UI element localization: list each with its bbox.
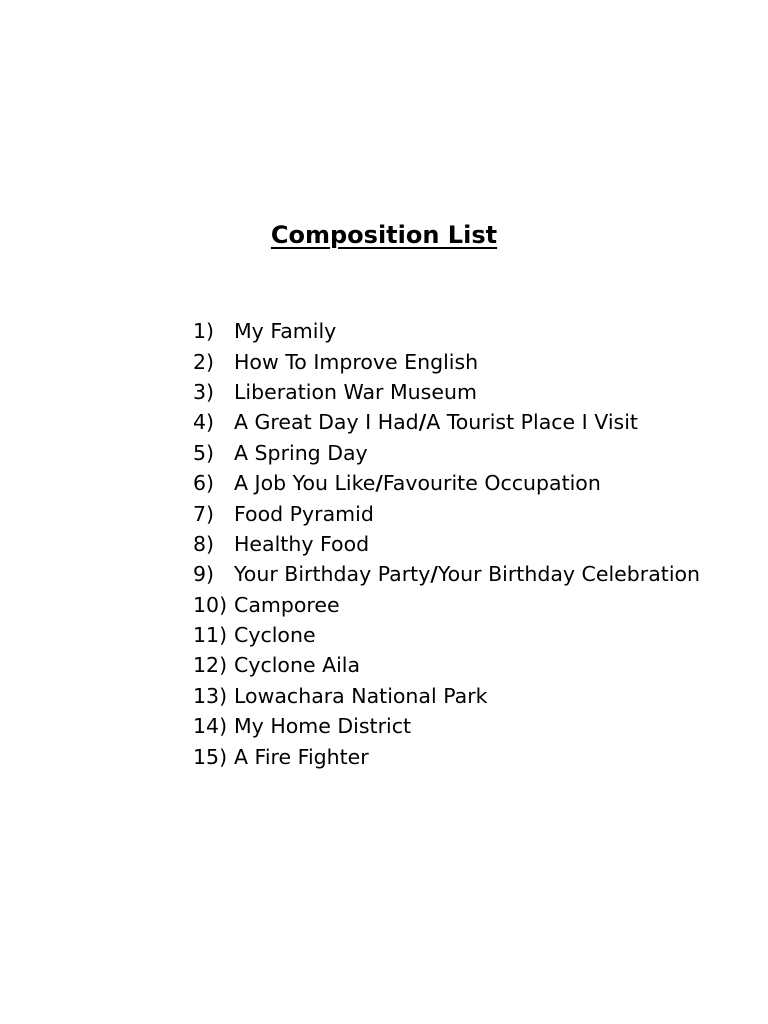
list-item-part: A Job You Like bbox=[234, 471, 376, 496]
list-item-part: My Home District bbox=[234, 714, 412, 739]
list-item-number: 1) bbox=[193, 319, 215, 344]
list-item-text bbox=[234, 590, 340, 620]
list-item bbox=[193, 559, 700, 589]
list-item bbox=[193, 711, 700, 741]
list-item-part: Food Pyramid bbox=[234, 501, 374, 526]
list-item-part: Healthy Food bbox=[234, 531, 370, 556]
list-item bbox=[193, 438, 700, 468]
list-item bbox=[193, 407, 700, 437]
list-item bbox=[193, 590, 700, 620]
list-item-text bbox=[234, 650, 360, 680]
list-item-part: Liberation War Museum bbox=[234, 379, 477, 404]
page-title: Composition List bbox=[270, 221, 498, 249]
list-item bbox=[193, 316, 700, 346]
list-item-text bbox=[234, 468, 601, 498]
list-item-part: My Family bbox=[234, 319, 337, 344]
slash-separator: / bbox=[430, 562, 438, 587]
list-item-part: Lowachara National Park bbox=[234, 683, 488, 708]
list-item-text bbox=[234, 316, 336, 346]
list-item bbox=[193, 468, 700, 498]
list-item-part: A Tourist Place I Visit bbox=[426, 410, 638, 435]
list-item bbox=[193, 529, 700, 559]
list-item-part: Your Birthday Party bbox=[234, 562, 431, 587]
list-item-number: 11) bbox=[193, 623, 228, 648]
list-item-part: Cyclone bbox=[234, 623, 316, 648]
list-item-part: Camporee bbox=[234, 592, 340, 617]
list-item-text bbox=[234, 711, 411, 741]
list-item-part: Your Birthday Celebration bbox=[437, 562, 701, 587]
list-item-part: A Spring Day bbox=[234, 440, 368, 465]
list-item-text bbox=[234, 620, 316, 650]
list-item-number: 12) bbox=[193, 653, 228, 678]
slash-separator: / bbox=[418, 410, 427, 435]
list-item-part: A Fire Fighter bbox=[234, 744, 369, 769]
list-item-number: 15) bbox=[193, 744, 228, 769]
composition-list bbox=[193, 316, 700, 772]
list-item-text bbox=[234, 438, 368, 468]
list-item-text bbox=[234, 681, 488, 711]
list-item-number: 6) bbox=[193, 471, 215, 496]
list-item-number: 7) bbox=[193, 501, 215, 526]
list-item-part: Cyclone Aila bbox=[234, 653, 361, 678]
list-item-number: 2) bbox=[193, 349, 215, 374]
list-item-part: How To Improve English bbox=[234, 349, 479, 374]
list-item-text bbox=[234, 742, 369, 772]
list-item bbox=[193, 741, 700, 771]
list-item bbox=[193, 377, 700, 407]
list-item-text bbox=[234, 499, 374, 529]
list-item bbox=[193, 498, 700, 528]
list-item-number: 14) bbox=[193, 714, 228, 739]
list-item-part: A Great Day I Had bbox=[234, 410, 419, 435]
list-item-number: 8) bbox=[193, 531, 215, 556]
list-item-number: 5) bbox=[193, 440, 215, 465]
list-item-text bbox=[234, 529, 369, 559]
list-item bbox=[193, 346, 700, 376]
list-item bbox=[193, 681, 700, 711]
list-item bbox=[193, 650, 700, 680]
list-item-number: 3) bbox=[193, 379, 215, 404]
list-item-text bbox=[234, 559, 700, 589]
list-item-number: 9) bbox=[193, 562, 215, 587]
list-item-number: 13) bbox=[193, 683, 228, 708]
list-item-number: 4) bbox=[193, 410, 215, 435]
list-item-text bbox=[234, 347, 478, 377]
list-item-part: Favourite Occupation bbox=[382, 471, 601, 496]
list-item-text bbox=[234, 377, 477, 407]
list-item-text bbox=[234, 407, 638, 437]
list-item-number: 10) bbox=[193, 592, 228, 617]
list-item bbox=[193, 620, 700, 650]
slash-separator: / bbox=[375, 471, 383, 496]
